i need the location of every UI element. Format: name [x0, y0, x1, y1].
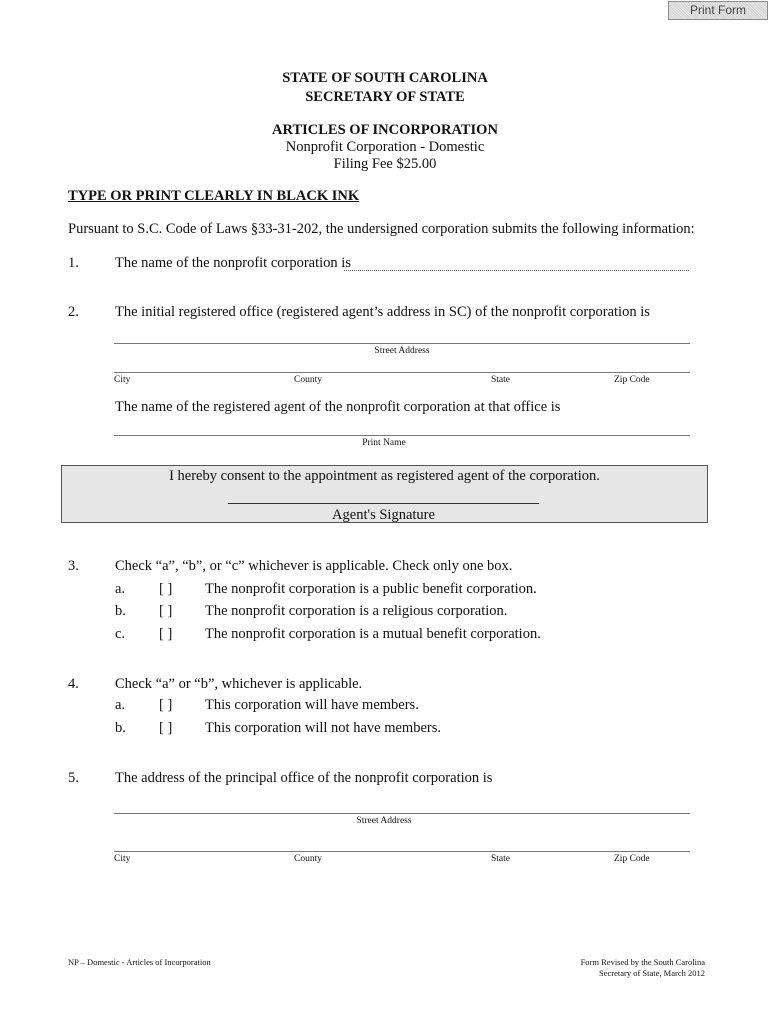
consent-text: I hereby consent to the appointment as registered agent of the corporation. — [169, 468, 600, 484]
corporation-name-line — [344, 270, 689, 271]
option-4a-text: This corporation will have members. — [205, 697, 419, 713]
item-3-number: 3. — [68, 558, 79, 574]
office-heading: SECRETARY OF STATE — [305, 89, 465, 105]
footer-form-name: NP – Domestic - Articles of Incorporation — [68, 957, 211, 967]
option-3c-checkbox[interactable]: [ ] — [159, 626, 173, 642]
agent-name-text: The name of the registered agent of the nonprofit corporation at that office is — [115, 399, 561, 415]
footer-revision-line-1: Form Revised by the South Carolina — [580, 957, 705, 967]
principal-city-field[interactable] — [114, 851, 690, 852]
registered-county-label: County — [294, 375, 322, 385]
form-title: ARTICLES OF INCORPORATION — [272, 122, 498, 138]
ink-instruction: TYPE OR PRINT CLEARLY IN BLACK INK — [68, 188, 360, 204]
option-3a-checkbox[interactable]: [ ] — [159, 581, 173, 597]
principal-state-label: State — [491, 854, 510, 864]
corporation-name-input[interactable] — [344, 255, 689, 270]
option-3b-letter: b. — [115, 603, 126, 619]
agent-signature-field[interactable] — [228, 503, 539, 504]
item-4-text: Check “a” or “b”, whichever is applicable. — [115, 676, 363, 692]
option-3c-letter: c. — [115, 626, 126, 642]
option-4b-text: This corporation will not have members. — [205, 720, 441, 736]
registered-street-label: Street Address — [374, 346, 430, 356]
option-4a-checkbox[interactable]: [ ] — [159, 697, 173, 713]
registered-state-label: State — [491, 375, 510, 385]
option-4a-letter: a. — [115, 697, 126, 713]
registered-street-field[interactable] — [114, 343, 690, 344]
option-4b-letter: b. — [115, 720, 126, 736]
print-form-button[interactable]: Print Form — [668, 1, 768, 20]
filing-fee: Filing Fee $25.00 — [333, 156, 437, 172]
registered-city-field[interactable] — [114, 372, 690, 373]
form-subtitle: Nonprofit Corporation - Domestic — [285, 139, 485, 155]
agent-signature-label: Agent's Signature — [332, 507, 435, 523]
intro-text: Pursuant to S.C. Code of Laws §33-31-202, the undersigned corporation submits the following information: — [68, 221, 695, 237]
principal-street-label: Street Address — [356, 816, 412, 826]
agent-name-field[interactable] — [114, 435, 690, 436]
print-name-label: Print Name — [362, 438, 406, 448]
item-2-text: The initial registered office (registered agent’s address in SC) of the nonprofit corporation is — [115, 304, 650, 320]
footer-revision-line-2: Secretary of State, March 2012 — [599, 968, 705, 978]
item-4-number: 4. — [68, 676, 79, 692]
item-5-number: 5. — [68, 770, 79, 786]
principal-county-label: County — [294, 854, 322, 864]
principal-city-label: City — [114, 854, 131, 864]
item-3-text: Check “a”, “b”, or “c” whichever is applicable. Check only one box. — [115, 558, 513, 574]
registered-zip-label: Zip Code — [614, 375, 650, 385]
option-3b-text: The nonprofit corporation is a religious corporation. — [205, 603, 508, 619]
principal-zip-label: Zip Code — [614, 854, 650, 864]
option-4b-checkbox[interactable]: [ ] — [159, 720, 173, 736]
option-3a-letter: a. — [115, 581, 126, 597]
registered-city-label: City — [114, 375, 131, 385]
option-3c-text: The nonprofit corporation is a mutual benefit corporation. — [205, 626, 541, 642]
item-2-number: 2. — [68, 304, 79, 320]
item-1-text: The name of the nonprofit corporation is — [115, 255, 351, 271]
state-heading: STATE OF SOUTH CAROLINA — [282, 70, 488, 86]
option-3b-checkbox[interactable]: [ ] — [159, 603, 173, 619]
option-3a-text: The nonprofit corporation is a public benefit corporation. — [205, 581, 537, 597]
principal-street-field[interactable] — [114, 813, 690, 814]
item-1-number: 1. — [68, 255, 79, 271]
item-5-text: The address of the principal office of the nonprofit corporation is — [115, 770, 493, 786]
